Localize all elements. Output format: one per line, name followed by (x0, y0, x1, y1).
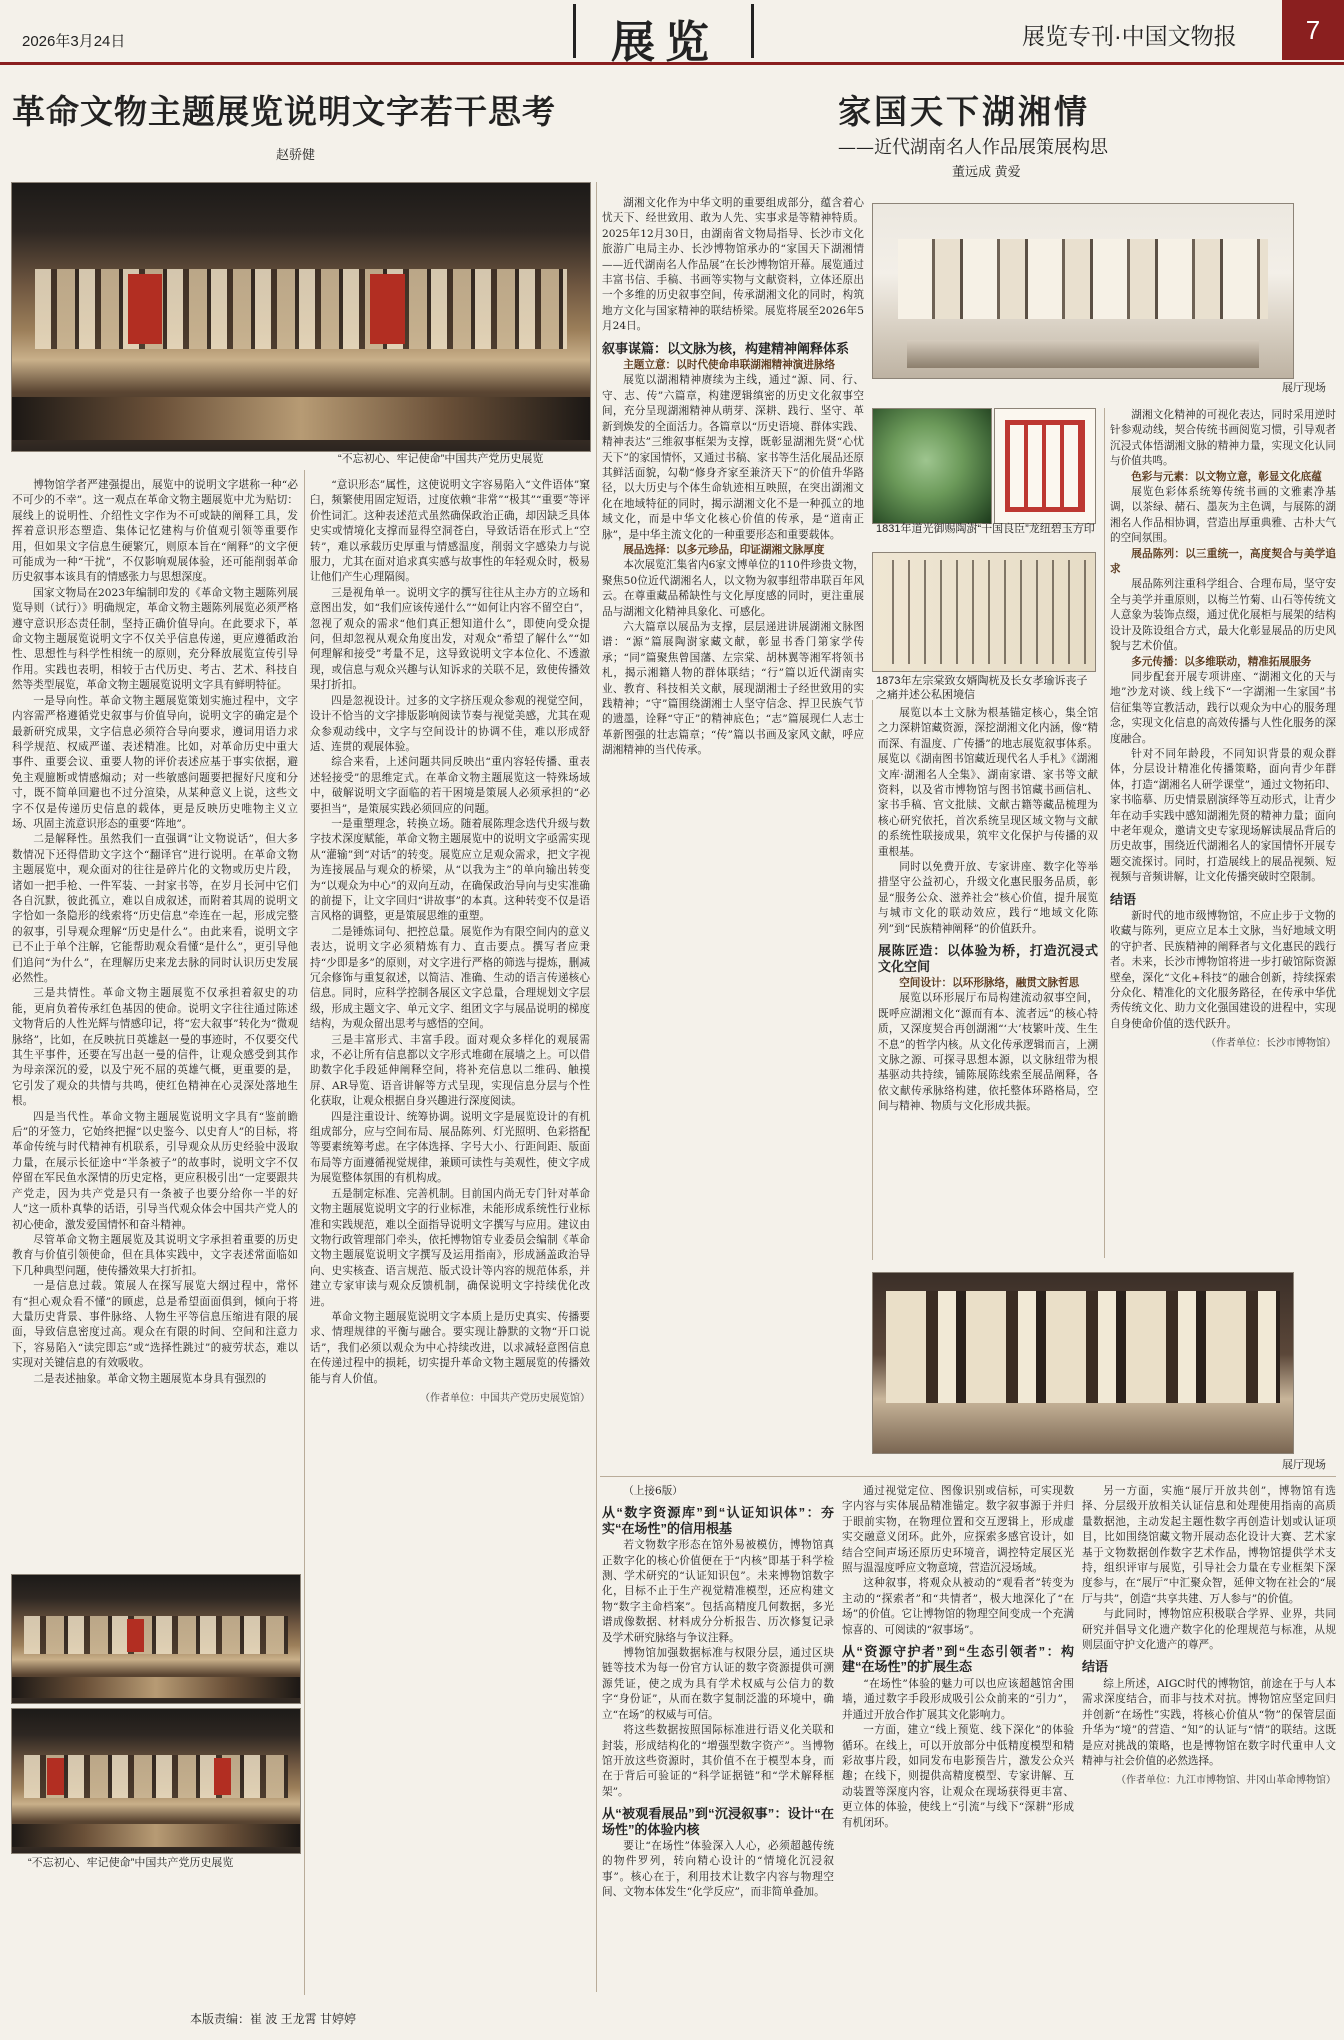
body-paragraph: 尽管革命文物主题展览及其说明文字承担着重要的历史教育与价值引领使命，但在具体实践中，文字表述常面临如下几种典型问题，使传播效果大打折扣。 (12, 1233, 298, 1277)
body-paragraph: 展览以本土文脉为根基锚定核心，集全馆之力深耕馆藏资源，深挖湖湘文化内涵，像“精而深、有温度、广传播”的地志展览叙事体系。展览以《湖南图书馆藏近现代名人手札》《湖湘文库·湖湘名人全集》、湖南家谱、家书等文献资料，以及省市博物馆与图书馆藏书画信札、家书手稿、官文批牍、文献古籍等藏品梳理为核心研究依托，首次系统呈现区域文物与文献的系统性联接成果，筑牢文化保护与传播的双重根基。 (878, 707, 1098, 858)
section-heading: 从“数字资源库”到“认证知识体”：夯实“在场性”的信用根基 (602, 1505, 834, 1536)
body-paragraph: 同步配套开展专项讲座、“湖湘文化的天与地”沙龙对谈、线上线下“一字湖湘一生家国”书信征集等宣教活动，践行以观众为中心的服务理念，实现文化信息的高效传播与人性化服务的深度融合。 (1110, 670, 1336, 745)
section-heading: 从“资源守护者”到“生态引领者”：构建“在场性”的扩展生态 (842, 1644, 1074, 1675)
body-paragraph: 革命文物主题展览说明文字本质上是历史真实、传播要求、情理规律的平衡与融合。要实现让静默的文物“开口说话”，我们必须以观众为中心持续改进，以求减轻意图信息在传递过程中的损耗，切实提升革命文物主题展览的传播效能与育人价值。 (310, 1310, 590, 1385)
body-paragraph: 针对不同年龄段，不同知识背景的观众群体，分层设计精准化传播策略，面向青少年群体，打造“湖湘名人研学课堂”，通过文物拓印、家书临摹、历史情景剧演绎等互动形式，让青少年在动手实践中感知湖湘先贤的精神力量；面向中老年观众，邀请文史专家现场解读展品背后的历史故事，围绕近代湖湘名人的家国情怀开展专题交流探讨。同时，打造展线上的展品视频、短视频与音频讲解，让文化传播突破时空限制。 (1110, 747, 1336, 884)
photo-caption: 1831年道光御赐陶澍“干国良臣”龙纽碧玉方印 (876, 523, 1095, 535)
body-paragraph: 湖湘文化精神的可视化表达，同时采用逆时针参观动线，契合传统书画阅览习惯，引导观者沉浸式体悟湖湘文脉的精神力量，实现文化认同与价值共鸣。 (1110, 409, 1336, 468)
body-paragraph: 一是导向性。革命文物主题展览策划实施过程中，文字内容需严格遵循党史叙事与价值导向，说明文字的确定是个最新研究成果，文字信息必须符合导向要求，遵词用语力求科学规范、权威严谨、表述精准。比如，对革命历史中重大事件、重要会议、重要人物的评价表述应基于事实依据，避免主观臆断或情感煽动；对一些敏感问题要把握好尺度和分寸，既不简单回避也不过分渲染，从某种意义上说，这些文字不仅是传递历史信息的载体，更是反映历史唯物主义立场、巩固主流意识形态的重要“阵地”。 (12, 694, 298, 830)
seal-impression-photo (994, 408, 1096, 524)
section-heading: 从“被观看展品”到“沉浸叙事”：设计“在场性”的体验内核 (602, 1806, 834, 1837)
body-paragraph: 将这些数据按照国际标准进行语义化关联和封装，形成结构化的“增强型数字资产”。当博物馆开放这些资源时，其价值不在于模型本身，而在于背后可验证的“科学证据链”和“学术解释框架”。 (602, 1724, 834, 1798)
body-paragraph: 一方面，建立“线上预览、线下深化”的体验循环。在线上，可以开放部分中低精度模型和精彩故事片段，如同发布电影预告片，激发公众兴趣；在线下，则提供高精度模型、专家讲解、互动装置等深度内容，让观众在现场获得更丰富、更立体的体验，使线上“引流”与线下“深耕”形成有机闭环。 (842, 1724, 1074, 1829)
body-paragraph: 展览以湖湘精神赓续为主线，通过“源、同、行、守、志、传”六篇章，构建逻辑缜密的历史文化叙事空间，充分呈现湖湘精神从萌芽、深耕、践行、坚守、革新到焕发的全面活力。各篇章以“历史语境、群体实践、精神表达”三维叙事框架为支撑，既彰显湖湘先贤“心忧天下”的家国情怀，又通过书稿、家书等生活化展品还原其鲜活面貌，勾勒“修身齐家至兼济天下”的价值升华路径，以大历史与个体生命轨迹相互映照，在突出湖湘文化在地域特征的同时，揭示湖湘文化不是一种孤立的地域文化，而是中华文化核心价值的传承，是“道南正脉”，是中华主流文化的一种重要形态和重要载体。 (602, 374, 864, 541)
body-paragraph: “在场性”体验的魅力可以也应该超越馆舍围墙，通过数字手段形成吸引公众前来的“引力”，并通过开放合作扩展其文化影响力。 (842, 1677, 1074, 1721)
exhibition-hall-photo (11, 182, 591, 452)
right-headline: 家国天下湖湘情 (838, 92, 1090, 131)
left-article-column (310, 478, 590, 1978)
author-affiliation: （作者单位：长沙市博物馆） (1206, 1038, 1336, 1050)
page-number: 7 (1282, 0, 1344, 60)
body-paragraph: 同时以免费开放、专家讲座、数字化等举措坚守公益初心，升级文化惠民服务品质，彰显“服务公众、滋养社会”核心价值，提升展览与城市文化的联动效应，践行“地域文化陈列”到“民族精神阐释”的价值跃升。 (878, 861, 1098, 935)
subsection-heading: 展品选择：以多元珍品，印证湖湘文脉厚度 (623, 543, 825, 556)
subsection-heading: 主题立意：以时代使命串联湖湘精神演进脉络 (623, 359, 836, 372)
body-paragraph: （上接6版） (623, 1485, 683, 1497)
body-paragraph: 一是信息过载。策展人在探写展览大纲过程中，常怀有“担心观众看不懂”的顾虑，总是希望面面俱到，倾向于将大量历史背景、事件脉络、人物生平等信息压缩进有限的展面，导致信息密度过高。观众在有限的时间、空间和注意力下，容易陷入“读完即忘”或“选择性跳过”的疲劳状态，难以实现对关键信息的有效吸收。 (12, 1280, 298, 1370)
page-editors: 本版责编：崔 波 王龙霄 甘婷婷 (190, 2012, 357, 2026)
section-heading: 叙事谋篇：以文脉为核，构建精神阐释体系 (602, 340, 850, 356)
masthead-divider (573, 4, 576, 58)
body-paragraph: 要让“在场性”体验深入人心，必须超越传统的物件罗列，转向精心设计的“情境化沉浸叙事”。核心在于，利用技术让数字内容与物理空间、文物本体发生“化学反应”，而非简单叠加。 (602, 1839, 834, 1899)
body-paragraph: 展览以环形展厅布局构建流动叙事空间，既呼应湖湘文化“源而有本、流者远”的核心特质，又深度契合再创湖湘“‘大’枝繁叶茂、生生不息”的哲学内核。从文化传承逻辑而言，上溯文脉之源、可探寻思想本源，以文脉纽带为根基驱动共持续，铺陈展陈线索至展品阐释，各依文献传承脉络构建，依托整体环路格局，空间与精神、物质与文化形成共振。 (878, 992, 1098, 1113)
right-article-column (1110, 408, 1336, 1268)
body-paragraph: 二是表述抽象。革命文物主题展览本身具有强烈的 (33, 1372, 267, 1385)
body-paragraph: 博物馆加强数据标准与权限分层，通过区块链等技术为每一份官方认证的数字资源提供可溯源凭证，使之成为具有学术权威与公信力的数字“身份证”，从而在数字复制泛滥的环境中，确立“在场”的权威与可信。 (602, 1647, 834, 1721)
section-title: 展览 (611, 17, 719, 68)
subsection-heading: 多元传播：以多维联动，精准拓展服务 (1131, 655, 1312, 668)
body-paragraph: 四是注重设计、统筹协调。说明文字是展览设计的有机组成部分，应与空间布局、展品陈列、灯光照明、色彩搭配等要素统筹考虑。在字体选择、字号大小、行距间距、版面布局等方面遵循视觉规律，兼顾可读性与美观性，使文字成为展览整体氛围的有机构成。 (310, 1110, 590, 1185)
masthead (0, 0, 1344, 68)
exhibition-hall-photo (872, 1272, 1294, 1454)
section-heading: 展陈匠造：以体验为桥，打造沉浸式文化空间 (878, 943, 1098, 974)
right-article-column (602, 196, 864, 1470)
body-paragraph: 湖湘文化作为中华文明的重要组成部分，蕴含着心忧天下、经世致用、敢为人先、实事求是等精神特质。2025年12月30日，由湖南省文物局指导、长沙市文化旅游广电局主办、长沙博物馆承办的“家国天下湖湘情——近代湖南名人作品展”在长沙博物馆开幕。展览通过丰富书信、手稿、书画等实物与文献资料，立体还原出一个多维的历史叙事空间，传承湖湘文化的同时，构筑地方文化与国家精神的联结桥梁。展览将展至2026年5月24日。 (602, 197, 864, 333)
body-paragraph: 展览色彩体系统筹传统书画的文雅素净基调，以茶绿、赭石、墨灰为主色调，与展陈的湖湘名人作品相协调，营造出厚重典雅、古朴大气的空间氛围。 (1110, 486, 1336, 545)
body-paragraph: 六大篇章以展品为支撑，层层递进讲展湖湘文脉图谱：“源”篇展陶澍家藏文献，彰显书香门第家学传承；“同”篇聚焦曾国藩、左宗棠、胡林翼等湘军将领书札，揭示湘籍人物的群体联结；“行”篇以近代湖南实业、教育、科技相关文献，展现湖湘士子经世致用的实践精神；“守”篇围绕湖湘士人坚守信念、捍卫民族气节的遗墨，诠释“守正”的精神底色；“志”篇展现仁人志士革新图强的壮志篇章；“传”篇以书画及家风文献，呼应湖湘精神的当代传承。 (602, 620, 864, 757)
body-paragraph: 新时代的地市级博物馆，不应止步于文物的收藏与陈列，更应立足本土文脉，当好地域文明的守护者、民族精神的阐释者与文化惠民的践行者。未来，长沙市博物馆将进一步打破馆际资源壁垒，深化“文化+科技”的融合创新，持续探索分众化、精准化的文化服务路径，在传承中华优秀传统文化、助力文化强国建设的进程中，实现自身使命价值的迭代跃升。 (1110, 910, 1336, 1030)
body-paragraph: 三是共情性。革命文物主题展览不仅承担着叙史的功能，更肩负着传承红色基因的使命。说明文字往往通过陈述文物背后的人性光辉与情感印记，将“宏大叙事”转化为“微观脉络”，比如，在反映抗日英雄赵一曼的事迹时，不仅要交代其生平事件，还要在写出赵一曼的信件，让观众感受到其作为母亲深沉的爱，以及宁死不屈的英雄气概，更重要的是，它引发了观众的共情与共鸣，使红色精神在心灵深处落地生根。 (12, 987, 298, 1108)
continued-article-column (842, 1484, 1074, 1994)
body-paragraph: 一是重塑理念，转换立场。随着展陈理念迭代升级与数字技术深度赋能，革命文物主题展览中的说明文字亟需实现从“灌输”到“对话”的转变。展览应立足观众需求，把文字视为连接展品与观众的桥梁，从“以我为主”的单向输出转变为“以观众为中心”的双向互动，在确保政治导向与史实准确的前提下，让文字回归“讲故事”的本真。这种转变不仅是语言风格的调整，更是策展思维的重塑。 (310, 817, 590, 923)
body-paragraph: 这种叙事，将观众从被动的“观看者”转变为主动的“探索者”和“共情者”，极大地深化了“在场”的价值。它让博物馆的物理空间变成一个充满惊喜的、可阅读的“叙事场”。 (842, 1577, 1074, 1636)
body-paragraph: 三是视角单一。说明文字的撰写往往从主办方的立场和意图出发，如“我们应该传递什么”“如何让内容不留空白”，忽视了观众的需求“他们真正想知道什么”，即使向受众提问，但却忽视从观众角度出发，对观众“希望了解什么”“如何理解和接受”考量不足，这导致说明文字本位化、不透澈现，或信息与观众兴趣与认知诉求的关联不足，致使传播效果打折扣。 (310, 586, 590, 692)
photo-caption: 展厅现场 (1282, 382, 1326, 394)
body-paragraph: 展品陈列注重科学组合、合理布局，坚守安全与美学并重原则，以梅兰竹菊、山石等传统文人意象为装饰点缀，通过优化展柜与展架的结构设计及陈设组合方式，最大化彰显展品的历史风貌与艺术价值。 (1110, 578, 1336, 653)
body-paragraph: 综上所述，AIGC时代的博物馆，前途在于与人本需求深度结合，而非与技术对抗。博物馆应坚定回归并创新“在场性”实践，将核心价值从“物”的保管层面升华为“境”的营造、“知”的认证与“情”的联结。这既是应对挑战的策略，也是博物馆在数字时代重申人文精神与社会价值的必然选择。 (1082, 1677, 1336, 1767)
masthead-divider (751, 4, 754, 58)
photo-caption: 1873年左宗棠致女婿陶桄及长女孝瑜诉丧子之痛并述公私困境信 (876, 675, 1088, 702)
section-heading: 结语 (1110, 891, 1137, 907)
body-paragraph: 本次展览汇集省内6家文博单位的110件珍贵文物，聚焦50位近代湖湘名人，以文物为叙事纽带串联百年风云。在尊重藏品稀缺性与文化厚度感的同时，更注重展品与湖湘文化精神具象化、可感化。 (602, 559, 864, 618)
author-affiliation: （作者单位：中国共产党历史展览馆） (420, 1392, 590, 1404)
body-paragraph: 博物馆学者严建强提出，展览中的说明文字堪称一种“必不可少的不幸”。这一观点在革命文物主题展览中尤为贴切：展线上的说明性、介绍性文字作为不可或缺的阐释工具，发挥着意识形态塑造、集体记忆建构与价值观引领等重要作用，但如果文字信息生硬繁冗，则原本旨在“阐释”的文字便可能成为一种“干扰”，不仅影响观展体验，还可能削弱革命历史叙事本该具有的情感张力与思想深度。 (12, 479, 298, 584)
body-paragraph: 四是忽视设计。过多的文字挤压观众参观的视觉空间，设计不恰当的文字排版影响阅读节奏与视觉美感，尤其在观众参观动线中，文字与空间设计的协调不佳，难以形成舒适、连贯的观展体验。 (310, 694, 590, 753)
author-affiliation: （作者单位：九江市博物馆、井冈山革命博物馆） (1116, 1775, 1336, 1787)
subsection-heading: 空间设计：以环形脉络，融贯文脉哲思 (899, 976, 1080, 989)
issue-date: 2026年3月24日 (22, 33, 126, 50)
left-article-column (12, 478, 298, 1568)
right-subheadline: ——近代湖南名人作品展策展构思 (838, 137, 1108, 158)
continued-article-column (602, 1484, 834, 1994)
subsection-heading: 色彩与元素：以文物立意，彰显文化底蕴 (1131, 470, 1322, 483)
body-paragraph: 二是解释性。虽然我们一直强调“让文物说话”，但大多数情况下还得借助文字这个“翻译官”进行说明。在革命文物主题展览中，观众面对的往往是碎片化的文物或历史片段，诸如一把手枪、一件军装、一封家书等，在岁月长河中它们各自沉默，彼此孤立，难以自成叙述，而附着其周的说明文字恰如一条隐形的线索将“历史信息”牵连在一起，形成完整的叙事，引导观众理解“历史是什么”。由此来看，说明文字已不止于单个注解，它能帮助观众看懂“是什么”，更引导他们追问“为什么”，在理解历史来龙去脉的同时认识历史发展必然性。 (12, 833, 298, 984)
body-paragraph: 四是当代性。革命文物主题展览说明文字具有“鉴前瞻后”的牙签力，它始终把握“以史鉴今、以史育人”的目标，将革命传统与时代精神有机联系，引导观众从历史经验中汲取力量，在展示长征途中“半条被子”的故事时，说明文字不仅停留在军民鱼水深情的历史定格，更应积极引出“一定要跟共产党走，因为共产党是只有一条被子也要分给你一半的好人”这一质朴真挚的话语，引导当代观众体会中国共产党人的初心使命，激发爱国情怀和奋斗精神。 (12, 1110, 298, 1231)
left-headline: 革命文物主题展览说明文字若干思考 (12, 92, 556, 131)
body-paragraph: 五是制定标准、完善机制。目前国内尚无专门针对革命文物主题展览说明文字的行业标准，未能形成系统性行业标准和实践规范，难以全面指导说明文字撰写与应用。建议由文物行政管理部门牵头，依托博物馆专业委员会编制《革命文物主题展览说明文字撰写及运用指南》，形成涵盖政治导向、史实核查、语言规范、版式设计等内容的规范体系，并建立专家审读与观众反馈机制，确保说明文字持续优化改进。 (310, 1187, 590, 1308)
left-author: 赵骄健 (276, 147, 316, 162)
photo-caption: 展厅现场 (1282, 1459, 1326, 1471)
section-heading: 结语 (1082, 1659, 1109, 1675)
photo-caption: “不忘初心、牢记使命”中国共产党历史展览 (28, 1857, 234, 1869)
right-article-column (878, 706, 1098, 1266)
continued-article-column (1082, 1484, 1336, 1994)
body-paragraph: 综合来看，上述问题共同反映出“重内容轻传播、重表述轻接受”的思维定式。在革命文物主题展览这一特殊场域中，破解说明文字面临的若干困境是策展人必须承担的“必要担当”，是策展实践必须回应的问题。 (310, 756, 590, 815)
body-paragraph: 国家文物局在2023年编制印发的《革命文物主题陈列展览导则（试行）》明确规定，革命文物主题陈列展览必须严格遵守意识形态责任制，坚持正确价值导向。在此要求下，革命文物主题展览说明文字不仅关乎信息传递，更应遵循政治性、思想性与科学性相统一的原则，充分释放展览宣传引导作用。实践也表明，相较于古代历史、考古、艺术、科技自然等类型展览，革命文物主题展览说明文字具有鲜明特征。 (12, 586, 298, 692)
right-author: 董远成 黄爱 (952, 164, 1021, 179)
body-paragraph: 二是锤炼词句、把控总量。展览作为有限空间内的意义表达，说明文字必须精炼有力、直击要点。撰写者应秉持“少即是多”的原则，对文字进行严格的筛选与提炼，删减冗余修饰与重复叙述，以简洁、准确、生动的语言传递核心信息。同时，应科学控制各展区文字总量，合理规划文字层级，形成主题文字、单元文字、组团文字与展品说明的梯度结构，为观众留出思考与感悟的空间。 (310, 925, 590, 1031)
body-paragraph: 另一方面，实施“展厅开放共创”，博物馆有选择、分层级开放相关认证信息和处理使用指南的高质量数据池，主动发起主题性数字再创造计划或认证项目，比如围绕馆藏文物开展动态化设计大赛、艺术家基于文物数据创作数字艺术作品，博物馆提供学术支持，组织评审与展览，引导社会力量在专业框架下深度参与，在“展厅”中汇聚众智，延伸文物在社会的“展厅与共”，创造“共享共建、万人参与”的价值。 (1082, 1485, 1336, 1605)
body-paragraph: 三是丰富形式、丰富手段。面对观众多样化的观展需求，不必让所有信息都以文字形式堆砌在展墙之上。可以借助数字化手段延伸阐释空间，将补充信息以二维码、触摸屏、AR导览、语音讲解等方式呈现，实现信息分层与个性化获取，让观众根据自身兴趣进行深度阅读。 (310, 1033, 590, 1108)
body-paragraph: 通过视觉定位、图像识别或信标，可实现数字内容与实体展品精准锚定。数字叙事源于并归于眼前实物，在物理位置和交互逻辑上，形成虚实交融意义闭环。此外，应探索多感官设计，如结合空间声场还原历史环境音，调控特定展区光照与温湿度呼应文物意境，营造沉浸场域。 (842, 1485, 1074, 1575)
exhibition-hall-photo (11, 1708, 301, 1854)
exhibition-hall-photo (872, 203, 1294, 379)
photo-caption: “不忘初心、牢记使命”中国共产党历史展览 (338, 453, 544, 465)
special-edition-label: 展览专刊·中国文物报 (1022, 23, 1237, 49)
jade-seal-photo (872, 408, 992, 524)
body-paragraph: 与此同时，博物馆应积极联合学界、业界，共同研究并倡导文化遗产数字化的伦理规范与标准，从规则层面守护文化遗产的尊严。 (1082, 1608, 1336, 1652)
body-paragraph: “意识形态”属性，这使说明文字容易陷入“文件语体”窠臼，频繁使用固定短语，过度依赖“非常”“极其”“重要”等评价性词汇。这种表述范式虽然确保政治正确，却因缺乏具体史实或情境化支撑而显得空洞苍白，导致话语在形式上“空转”，难以承载历史厚重与情感温度，削弱文字感染力与说服力，尤其在面对追求真实感与故事性的年轻观众时，极易让他们产生心理隔阂。 (310, 479, 590, 584)
body-paragraph: 若文物数字形态在馆外易被模仿，博物馆真正数字化的核心价值便在于“内核”即基于科学检测、学术研究的“认证知识包”。未来博物馆数字化，目标不止于生产视觉精准模型，还应构建文物“数字主命档案”。包括高精度几何数据，多光谱成像数据、材料成分分析报告、历次修复记录及学术研究脉络与争议注释。 (602, 1539, 834, 1644)
subsection-heading: 展品陈列：以三重统一，高度契合与美学追求 (1110, 547, 1336, 576)
letter-photo (872, 552, 1096, 672)
exhibition-hall-photo (11, 1574, 301, 1704)
